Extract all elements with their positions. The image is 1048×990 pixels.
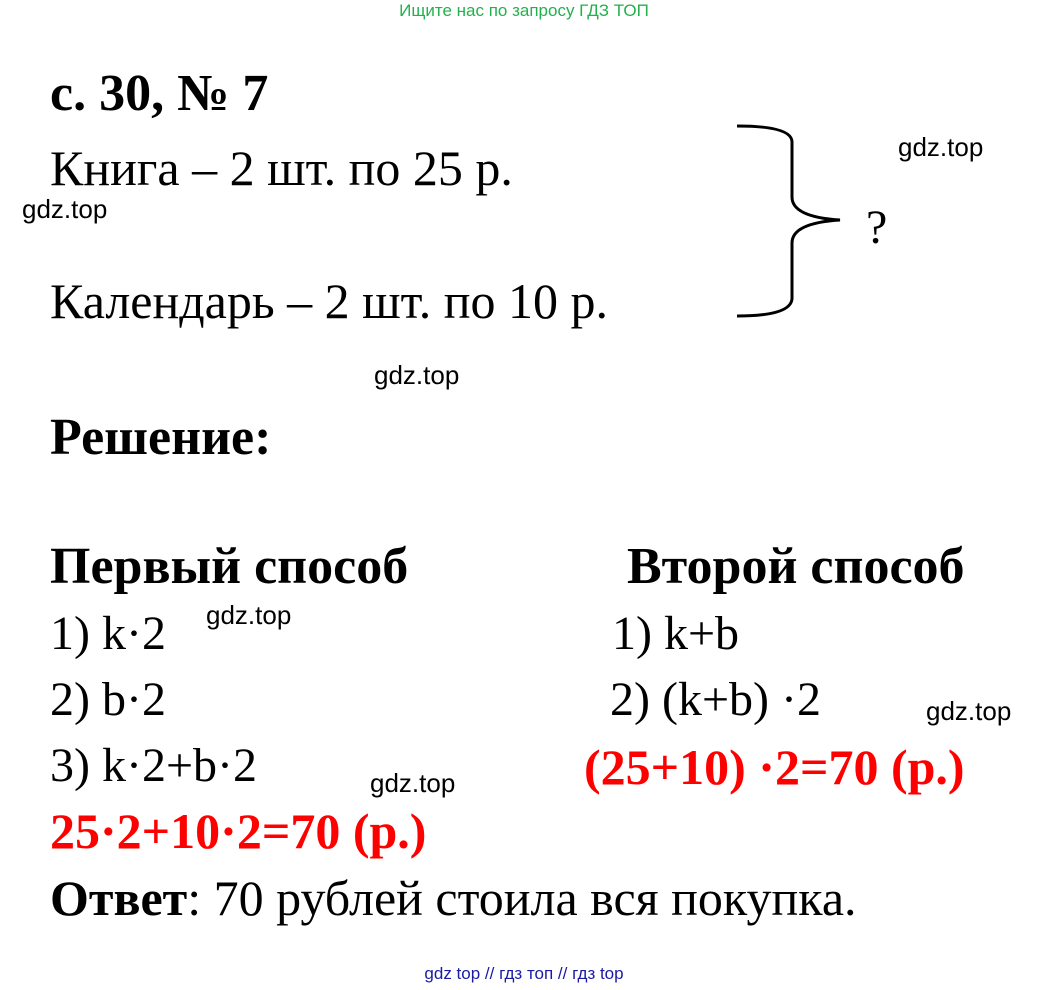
method-2-result: (25+10) ·2=70 (р.) bbox=[584, 739, 965, 795]
watermark: gdz.top bbox=[206, 600, 292, 630]
answer-line bbox=[50, 870, 857, 926]
method-1-step-2: 2) b·2 bbox=[50, 673, 166, 726]
question-mark: ? bbox=[866, 201, 888, 254]
solution-heading: Решение: bbox=[50, 409, 272, 466]
given-line-calendar: Календарь – 2 шт. по 10 р. bbox=[50, 273, 609, 329]
method-1-result: 25·2+10·2=70 (р.) bbox=[50, 803, 427, 859]
watermark: gdz.top bbox=[370, 768, 456, 798]
watermark: gdz.top bbox=[22, 194, 108, 224]
curly-brace-icon bbox=[732, 122, 852, 322]
watermark: gdz.top bbox=[898, 132, 984, 162]
method-2-heading: Второй способ bbox=[627, 538, 965, 595]
answer-text: : 70 рублей стоила вся покупка. bbox=[187, 870, 857, 926]
method-1-heading: Первый способ bbox=[50, 538, 409, 595]
given-line-book: Книга – 2 шт. по 25 р. bbox=[50, 140, 513, 196]
method-2-step-2: 2) (k+b) ·2 bbox=[610, 673, 822, 726]
footer-links: gdz top // гдз топ // гдз top bbox=[424, 964, 624, 983]
answer-label: Ответ bbox=[50, 870, 188, 926]
page-title: с. 30, № 7 bbox=[50, 65, 269, 122]
watermark: gdz.top bbox=[926, 696, 1012, 726]
method-1-step-1: 1) k·2 bbox=[50, 607, 166, 660]
method-1-step-3: 3) k·2+b·2 bbox=[50, 739, 258, 792]
watermark: gdz.top bbox=[374, 360, 460, 390]
top-banner: Ищите нас по запросу ГДЗ ТОП bbox=[399, 1, 649, 20]
method-2-step-1: 1) k+b bbox=[612, 607, 740, 660]
